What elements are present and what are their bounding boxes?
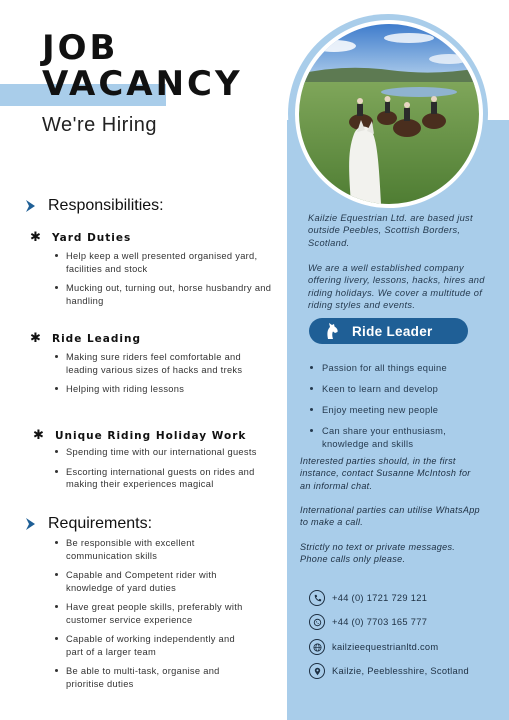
requirements-title: Requirements: [48,515,153,532]
ride-leading-heading [30,331,141,346]
contact-phone-landline [309,590,427,606]
ride-leading-title: Ride Leading [52,332,141,345]
qualities-list [310,362,485,459]
riders-on-horses-photo [299,24,479,204]
list-item: Be able to multi-task, organise and prioritise duties [54,665,244,690]
title-line-vacancy: VACANCY [42,64,243,104]
list-item: Enjoy meeting new people [310,404,485,417]
hiring-subtitle: We're Hiring [42,114,158,136]
riding-holiday-list [54,446,274,498]
page-title [42,30,243,102]
list-item: Be responsible with excellent communication skills [54,537,244,562]
requirements-list [54,537,244,697]
list-item: Help keep a well presented organised yard, facilities and stock [54,250,274,275]
role-label: Ride Leader [352,323,433,339]
responsibilities-heading [24,197,164,215]
contact-address [309,663,469,679]
address-text: Kailzie, Peeblesshire, Scotland [332,666,469,676]
yard-duties-list [54,250,274,314]
calls-only-note: Strictly no text or private messages. Phone calls only please. [300,542,456,565]
contact-instructions: Interested parties should, in the first instance, contact Susanne McIntosh for an informal chat. [300,456,471,491]
list-item: Capable of working independently and part of a larger team [54,633,244,658]
asterisk-icon: ✱ [33,428,44,443]
requirements-heading [24,515,152,533]
globe-icon [309,639,325,655]
title-line-job: JOB [42,28,119,68]
asterisk-icon: ✱ [30,230,41,245]
role-badge [309,318,468,344]
list-item: Helping with riding lessons [54,383,274,396]
list-item: Have great people skills, preferably with customer service experience [54,601,244,626]
landline-number[interactable]: +44 (0) 1721 729 121 [332,593,428,603]
contact-whatsapp [309,614,427,630]
chevron-right-icon [24,517,38,531]
list-item: Keen to learn and develop [310,383,485,396]
list-item: Capable and Competent rider with knowledge of yard duties [54,569,244,594]
phone-icon [309,590,325,606]
location-pin-icon [309,663,325,679]
list-item: Spending time with our international guests [54,446,274,459]
yard-duties-heading [30,230,131,245]
list-item: Passion for all things equine [310,362,485,375]
riding-holiday-title: Unique Riding Holiday Work [55,429,247,442]
ride-leading-list [54,351,274,403]
whatsapp-note: International parties can utilise WhatsApp to make a call. [300,505,480,528]
whatsapp-number[interactable]: +44 (0) 7703 165 777 [332,617,428,627]
responsibilities-title: Responsibilities: [48,197,164,214]
chevron-right-icon [24,199,38,213]
contact-website [309,639,438,655]
whatsapp-icon [309,614,325,630]
list-item: Escorting international guests on rides and making their experiences magical [54,466,274,491]
riding-holiday-heading [33,428,246,443]
company-location-text: Kailzie Equestrian Ltd. are based just outside Peebles, Scottish Borders, Scotland. [308,213,473,248]
horse-head-icon [322,321,342,341]
company-description-text: We are a well established company offering livery, lessons, hacks, hires and riding holidays. We cover a multitude of riding styles and events. [308,263,485,310]
list-item: Making sure riders feel comfortable and leading various sizes of hacks and treks [54,351,274,376]
website-link[interactable]: kailzieequestrianltd.com [332,642,439,652]
list-item: Can share your enthusiasm, knowledge and skills [310,425,485,450]
list-item: Mucking out, turning out, horse husbandry and handling [54,282,274,307]
asterisk-icon: ✱ [30,331,41,346]
yard-duties-title: Yard Duties [52,231,132,244]
